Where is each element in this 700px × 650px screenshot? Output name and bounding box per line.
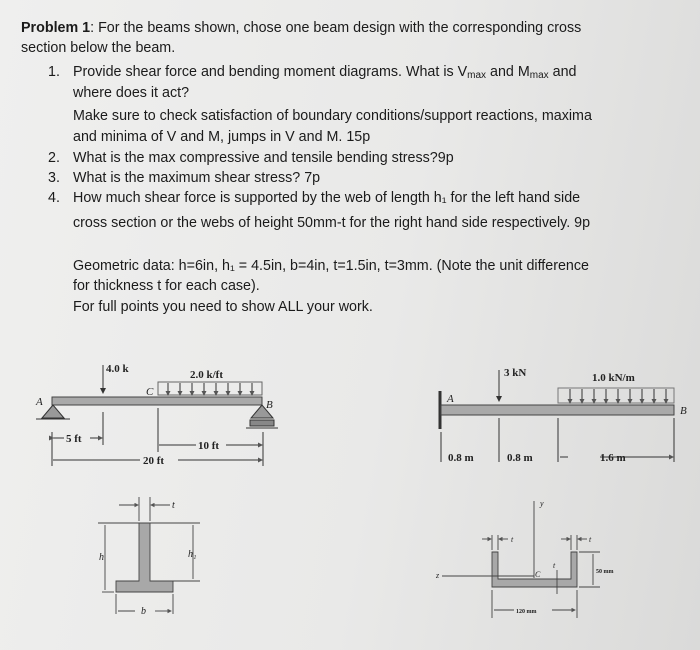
label-b: B	[266, 399, 273, 411]
left-beam-labels	[35, 363, 273, 467]
distributed-load-label: 2.0 k/ft	[190, 369, 223, 381]
right-beam-diagram	[440, 370, 674, 462]
beam	[441, 405, 674, 415]
label-50mm: 50 mm	[596, 569, 614, 575]
item-number: 3.	[48, 170, 60, 186]
item-1-line-4: and minima of V and M, jumps in V and M. 15p	[73, 129, 371, 145]
label-y-axis: y	[540, 499, 544, 508]
label-t-right: t	[589, 535, 592, 544]
label-a: A	[447, 393, 454, 405]
item-3: What is the maximum shear stress? 7p	[73, 170, 321, 186]
distributed-load-label: 1.0 kN/m	[592, 372, 635, 384]
dim-20ft: 20 ft	[143, 455, 165, 467]
subscript: max	[529, 70, 549, 81]
label-h: h	[99, 552, 104, 563]
label-t: t	[172, 500, 175, 511]
label-t-left: t	[511, 535, 514, 544]
beam	[52, 397, 262, 405]
item-1-line-2: where does it act?	[73, 85, 190, 101]
item-1-line-3: Make sure to check satisfaction of boundary conditions/support reactions, maxima	[73, 108, 592, 124]
subscript: max	[467, 70, 487, 81]
text: and M	[486, 64, 530, 80]
item-2: What is the max compressive and tensile bending stress?9p	[73, 150, 454, 166]
geometric-data-1: Geometric data: h=6in, h₁ = 4.5in, b=4in, t=1.5in, t=3mm. (Note the unit difference	[73, 258, 589, 274]
label-z-axis: z	[436, 571, 440, 580]
label-a: A	[36, 396, 43, 408]
label-b: B	[680, 405, 687, 417]
dim-0.8m-2: 0.8 m	[507, 452, 533, 464]
dim-0.8m-1: 0.8 m	[448, 452, 474, 464]
geometric-data-2: for thickness t for each case).	[73, 278, 260, 294]
item-4-line-1: How much shear force is supported by the web of length h₁ for the left hand side	[73, 190, 581, 206]
distributed-load-icon	[158, 382, 262, 395]
item-number: 2.	[48, 150, 60, 166]
left-cross-section	[98, 497, 200, 614]
dim-5ft: 5 ft	[66, 433, 82, 445]
point-load-label: 4.0 k	[106, 363, 129, 375]
right-cross-section	[442, 501, 600, 618]
right-cross-section-labels	[435, 499, 614, 615]
item-4-line-2: cross section or the webs of height 50mm-t for the right hand side respectively. 9p	[73, 215, 591, 231]
label-b: b	[141, 606, 146, 617]
distributed-load-icon	[558, 388, 674, 403]
label-c: C	[146, 386, 154, 398]
text: and	[548, 64, 577, 80]
text: Provide shear force and bending moment diagrams. What is V	[73, 64, 468, 80]
pin-support-icon	[42, 405, 64, 418]
label-120mm: 120 mm	[516, 609, 537, 615]
label-t-mid: t	[553, 561, 556, 570]
intro-text: : For the beams shown, chose one beam design with the corresponding cross	[90, 20, 582, 36]
label-h1: h₁	[188, 549, 197, 560]
item-number: 1.	[48, 64, 60, 80]
problem-label: Problem 1	[21, 20, 91, 36]
label-centroid: C	[535, 570, 541, 579]
point-load-label: 3 kN	[504, 367, 527, 379]
dim-1.6m: 1.6 m	[600, 452, 626, 464]
dim-10ft: 10 ft	[198, 440, 220, 452]
left-beam-diagram	[36, 365, 278, 466]
item-number: 4.	[48, 190, 60, 206]
intro-text-2: section below the beam.	[21, 40, 176, 56]
geometric-data-3: For full points you need to show ALL your work.	[73, 299, 373, 315]
